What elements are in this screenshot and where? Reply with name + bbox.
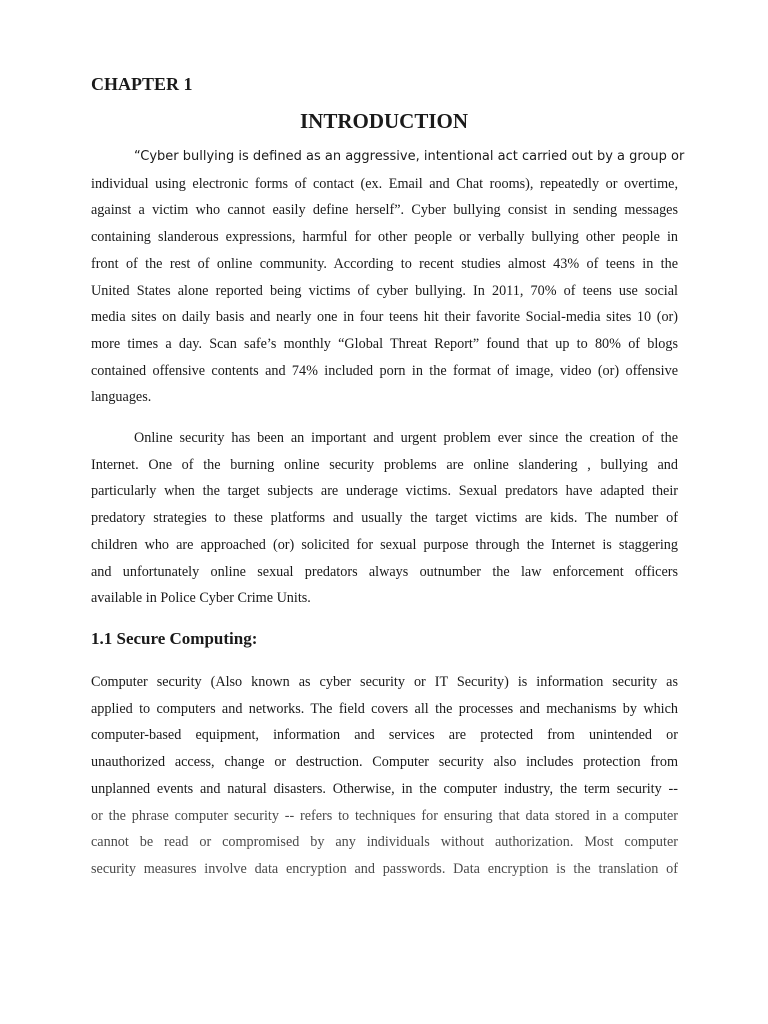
paragraph-definition	[91, 144, 685, 411]
paragraph-line: security measures involve data encryption and passwords. Data encryption is the translation of	[91, 860, 678, 877]
paragraph-line: unplanned events and natural disasters. Otherwise, in the computer industry, the term security --	[91, 780, 678, 797]
paragraph-line: languages.	[91, 389, 152, 406]
paragraph-line: predatory strategies to these platforms and usually the target victims are kids. The number of	[91, 510, 678, 527]
paragraph-line: media sites on daily basis and nearly one in four teens hit their favorite Social-media sites 10 (or)	[91, 309, 678, 326]
paragraph-line: computer-based equipment, information and services are protected from unintended or	[91, 727, 678, 744]
paragraph-line: against a victim who cannot easily define herself”. Cyber bullying consist in sending messages	[91, 202, 678, 219]
paragraph-line: “Cyber bullying is defined as an aggressive, intentional act carried out by a group or	[134, 149, 685, 164]
paragraph-secure-computing	[91, 669, 678, 883]
paragraph-line: unauthorized access, change or destruction. Computer security also includes protection from	[91, 754, 678, 771]
paragraph-line: and unfortunately online sexual predators always outnumber the law enforcement officers	[91, 563, 678, 580]
chapter-label: CHAPTER 1	[91, 74, 193, 94]
paragraph-line: more times a day. Scan safe’s monthly “Global Threat Report” found that up to 80% of blogs	[91, 335, 678, 352]
paragraph-line: or the phrase computer security -- refers to techniques for ensuring that data stored in a computer	[91, 807, 678, 824]
paragraph-line: Computer security (Also known as cyber security or IT Security) is information security as	[91, 674, 678, 690]
paragraph-line: United States alone reported being victims of cyber bullying. In 2011, 70% of teens use social	[91, 282, 678, 299]
paragraph-line: Internet. One of the burning online security problems are online slandering , bullying and	[91, 456, 678, 473]
paragraph-line: available in Police Cyber Crime Units.	[91, 590, 311, 607]
paragraph-line: Online security has been an important and urgent problem ever since the creation of the	[134, 430, 678, 446]
paragraph-line: cannot be read or compromised by any individuals without authorization. Most computer	[91, 834, 678, 851]
paragraph-line: children who are approached (or) solicited for sexual purpose through the Internet is staggering	[91, 536, 678, 553]
section-heading: 1.1 Secure Computing:	[91, 629, 258, 648]
paragraph-line: contained offensive contents and 74% included porn in the format of image, video (or) offensive	[91, 362, 678, 379]
paragraph-online-security	[91, 425, 678, 612]
paragraph-line: containing slanderous expressions, harmful for other people or verbally bullying other people in	[91, 229, 678, 246]
paragraph-line: applied to computers and networks. The field covers all the processes and mechanisms by which	[91, 700, 678, 717]
paragraph-line: particularly when the target subjects are underage victims. Sexual predators have adapted their	[91, 483, 678, 500]
page-title: INTRODUCTION	[299, 109, 469, 133]
paragraph-line: individual using electronic forms of contact (ex. Email and Chat rooms), repeatedly or overtime,	[91, 175, 678, 192]
paragraph-line: front of the rest of online community. According to recent studies almost 43% of teens in the	[91, 255, 678, 272]
